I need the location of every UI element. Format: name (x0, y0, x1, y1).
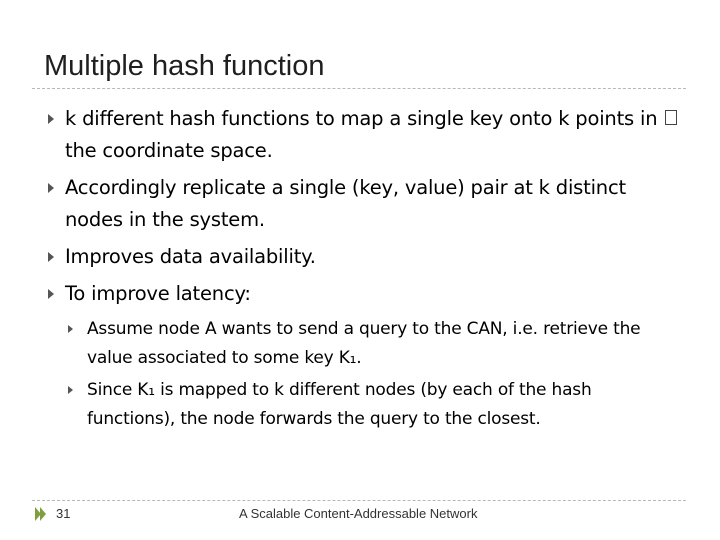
sub-bullet-text: Since K₁ is mapped to k different nodes (by each of the hash functions), the node forwards the query to the closest. (87, 380, 592, 429)
slide-body (42, 103, 682, 437)
footer-divider (32, 500, 686, 501)
bullet-arrow-icon (48, 114, 54, 124)
sub-bullet-item (42, 376, 682, 434)
bullet-text: To improve latency: (65, 282, 251, 305)
bullet-arrow-icon (48, 289, 54, 299)
bullet-arrow-icon (48, 183, 54, 193)
page-number: 31 (56, 506, 71, 521)
sub-bullet-item (42, 315, 682, 373)
bullet-item (42, 103, 682, 167)
bullet-item (42, 172, 682, 236)
bullet-arrow-icon (48, 252, 54, 262)
bullet-item (42, 278, 682, 310)
footer-text: A Scalable Content-Addressable Network (239, 506, 478, 521)
sub-bullet-arrow-icon (68, 325, 73, 333)
bullet-text: k different hash functions to map a single key onto k points in the coordinate space. (65, 107, 658, 162)
slide-title: Multiple hash function (44, 50, 325, 82)
title-divider (32, 88, 686, 89)
bullet-item (42, 241, 682, 273)
footer-marker-icon (35, 507, 47, 521)
bullet-text: Improves data availability. (65, 245, 316, 268)
bullet-text: Accordingly replicate a single (key, value) pair at k distinct nodes in the system. (65, 176, 626, 231)
sub-bullet-text: Assume node A wants to send a query to the CAN, i.e. retrieve the value associated to some key K₁. (87, 319, 641, 368)
sub-bullet-arrow-icon (68, 386, 73, 394)
